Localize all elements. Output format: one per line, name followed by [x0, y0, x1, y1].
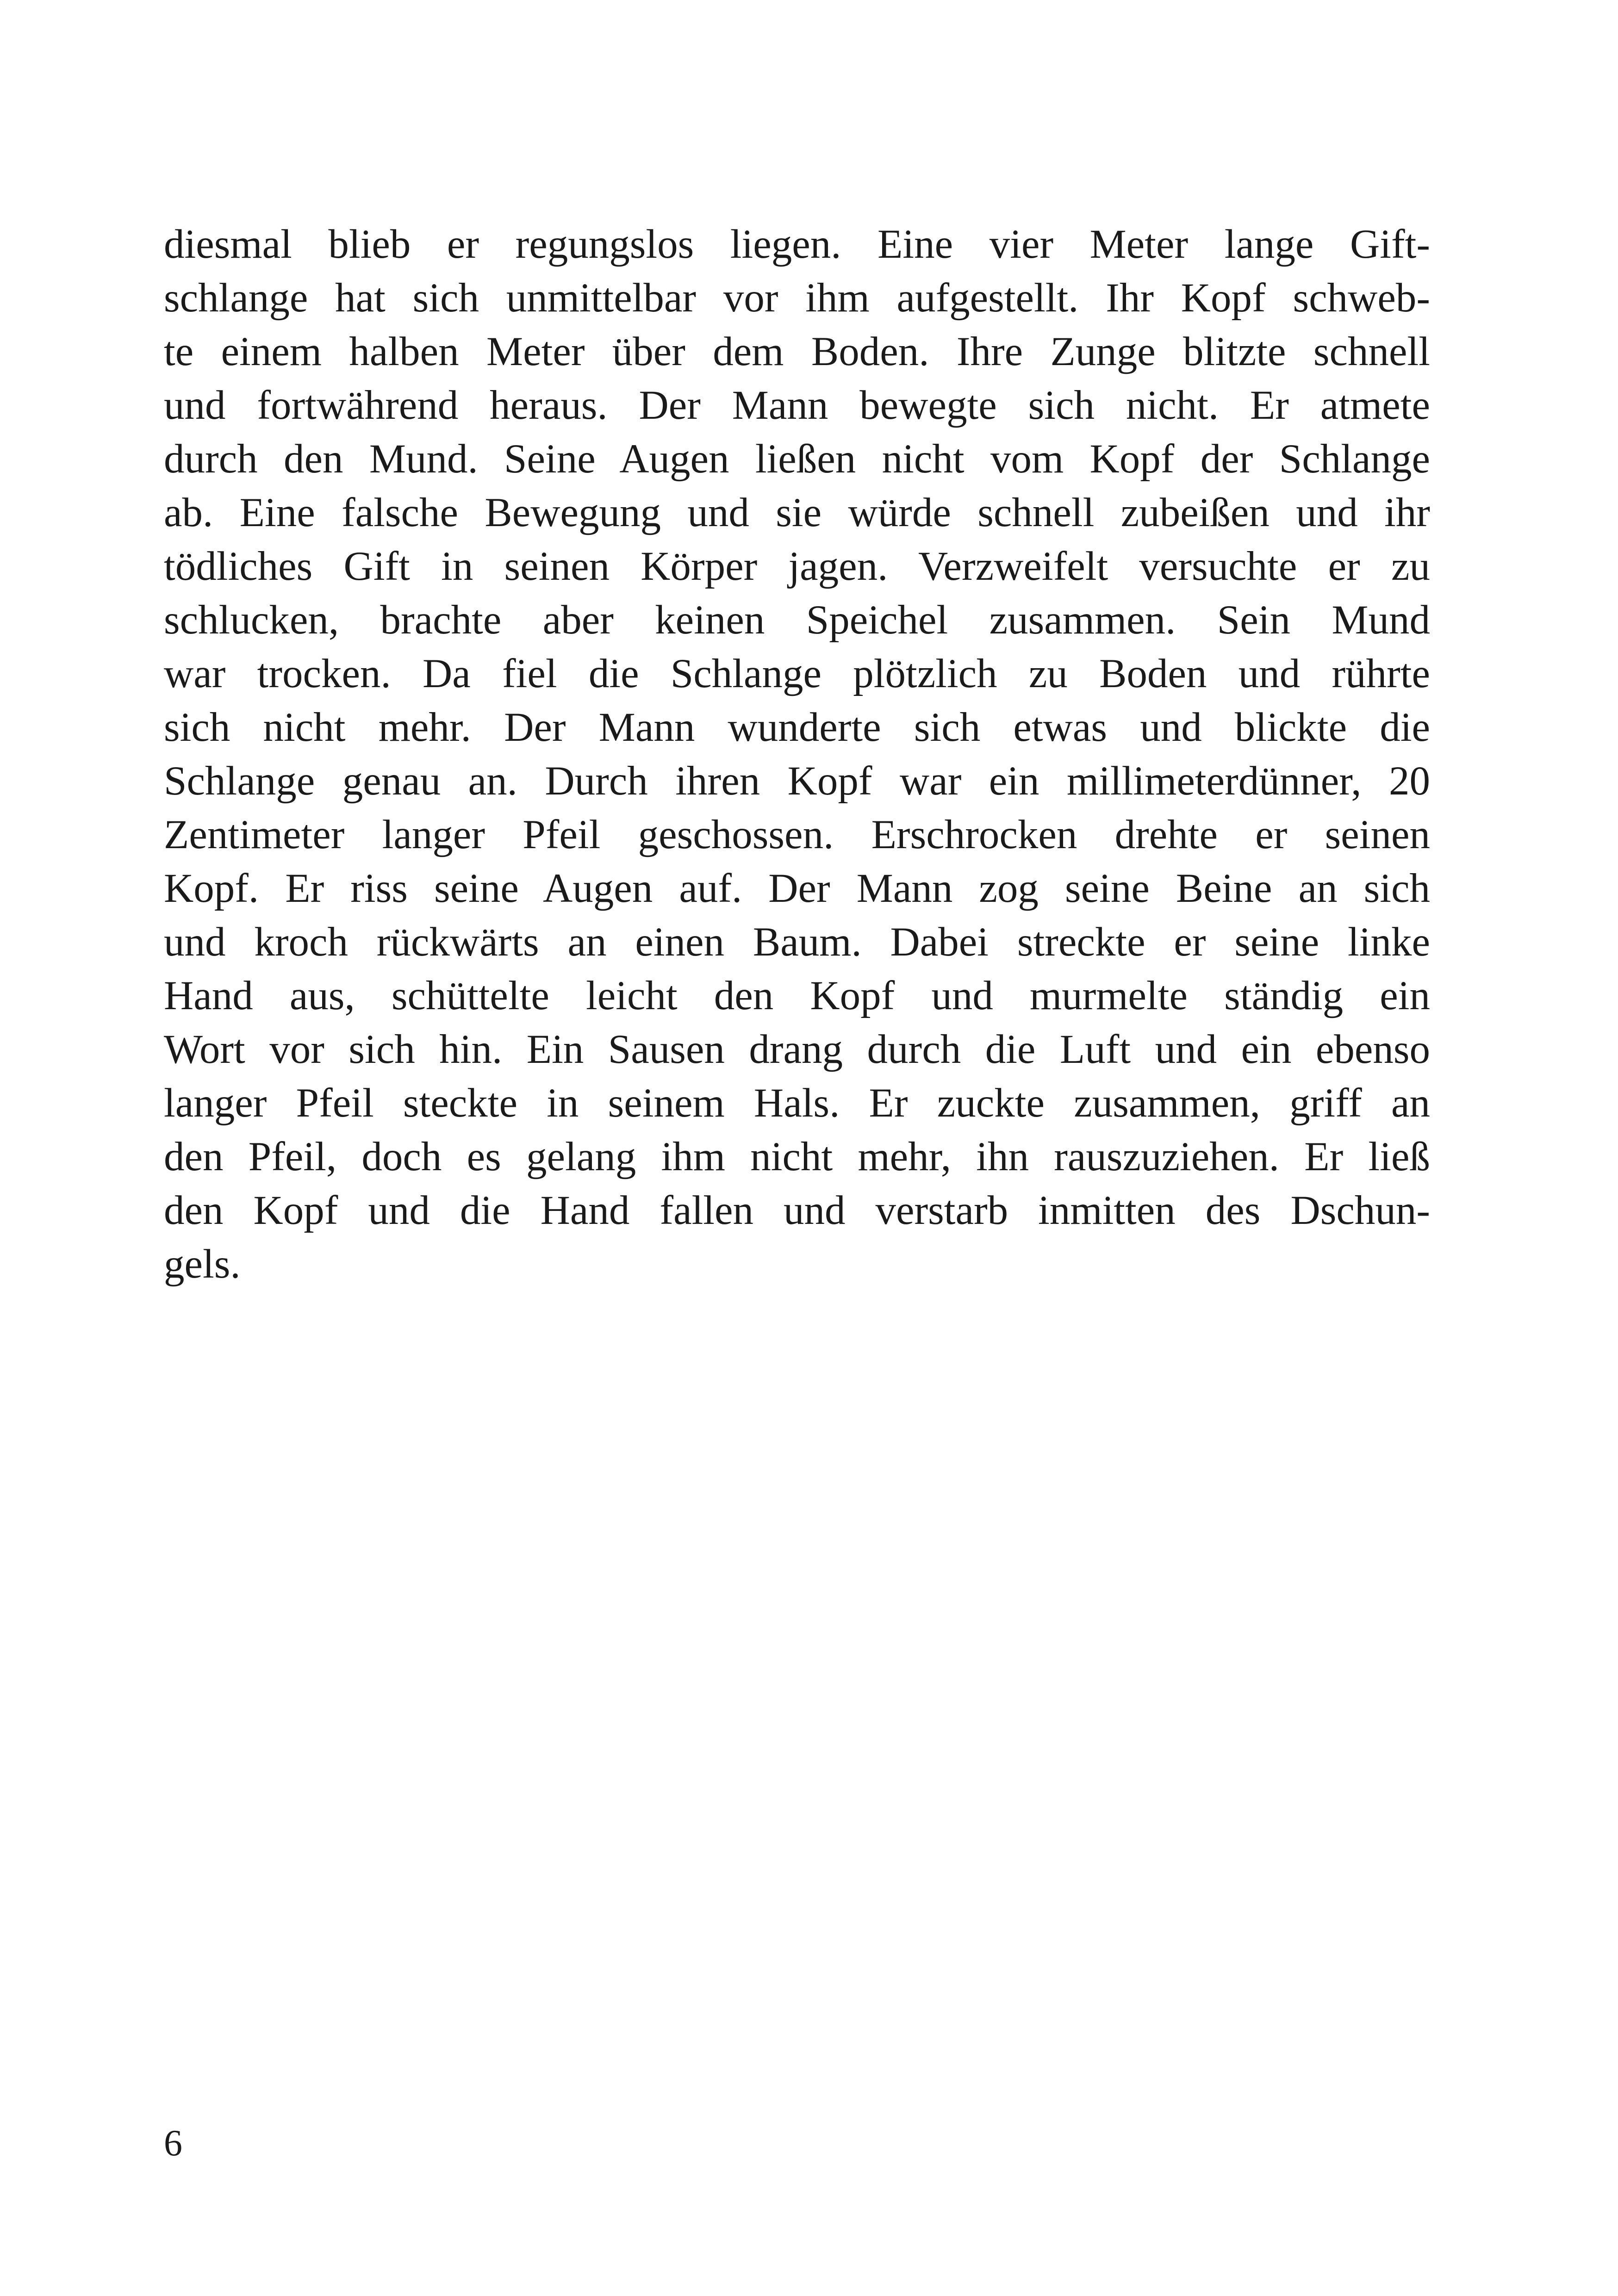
text-line: te einem halben Meter über dem Boden. Ihre Zunge blitzte schnell — [164, 329, 1430, 374]
text-line: den Kopf und die Hand fallen und verstarb inmitten des Dschun- — [164, 1188, 1430, 1233]
text-line: durch den Mund. Seine Augen ließen nicht vom Kopf der Schlange — [164, 436, 1430, 482]
text-line: war trocken. Da fiel die Schlange plötzlich zu Boden und rührte — [164, 651, 1430, 696]
text-line: und fortwährend heraus. Der Mann bewegte sich nicht. Er atmete — [164, 383, 1430, 428]
text-line: Kopf. Er riss seine Augen auf. Der Mann zog seine Beine an sich — [164, 866, 1430, 911]
text-line: sich nicht mehr. Der Mann wunderte sich etwas und blickte die — [164, 705, 1430, 750]
text-line: schlucken, brachte aber keinen Speichel zusammen. Sein Mund — [164, 597, 1430, 643]
text-line: Wort vor sich hin. Ein Sausen drang durch die Luft und ein ebenso — [164, 1027, 1430, 1072]
text-line: schlange hat sich unmittelbar vor ihm aufgestellt. Ihr Kopf schweb- — [164, 275, 1430, 321]
text-line: Schlange genau an. Durch ihren Kopf war ein millimeterdünner, 20 — [164, 758, 1430, 804]
text-line: Zentimeter langer Pfeil geschossen. Erschrocken drehte er seinen — [164, 812, 1430, 857]
text-line: und kroch rückwärts an einen Baum. Dabei streckte er seine linke — [164, 919, 1430, 965]
text-line: ab. Eine falsche Bewegung und sie würde schnell zubeißen und ihr — [164, 490, 1430, 535]
page-number: 6 — [164, 2123, 182, 2164]
text-line: den Pfeil, doch es gelang ihm nicht mehr, ihn rauszuziehen. Er ließ — [164, 1134, 1430, 1179]
text-line: gels. — [164, 1241, 241, 1287]
text-line: tödliches Gift in seinen Körper jagen. Verzweifelt versuchte er zu — [164, 544, 1430, 589]
body-paragraph — [164, 217, 1430, 1291]
text-line: diesmal blieb er regungslos liegen. Eine vier Meter lange Gift- — [164, 222, 1430, 267]
text-line: Hand aus, schüttelte leicht den Kopf und murmelte ständig ein — [164, 973, 1430, 1018]
text-line: langer Pfeil steckte in seinem Hals. Er zuckte zusammen, griff an — [164, 1080, 1430, 1126]
